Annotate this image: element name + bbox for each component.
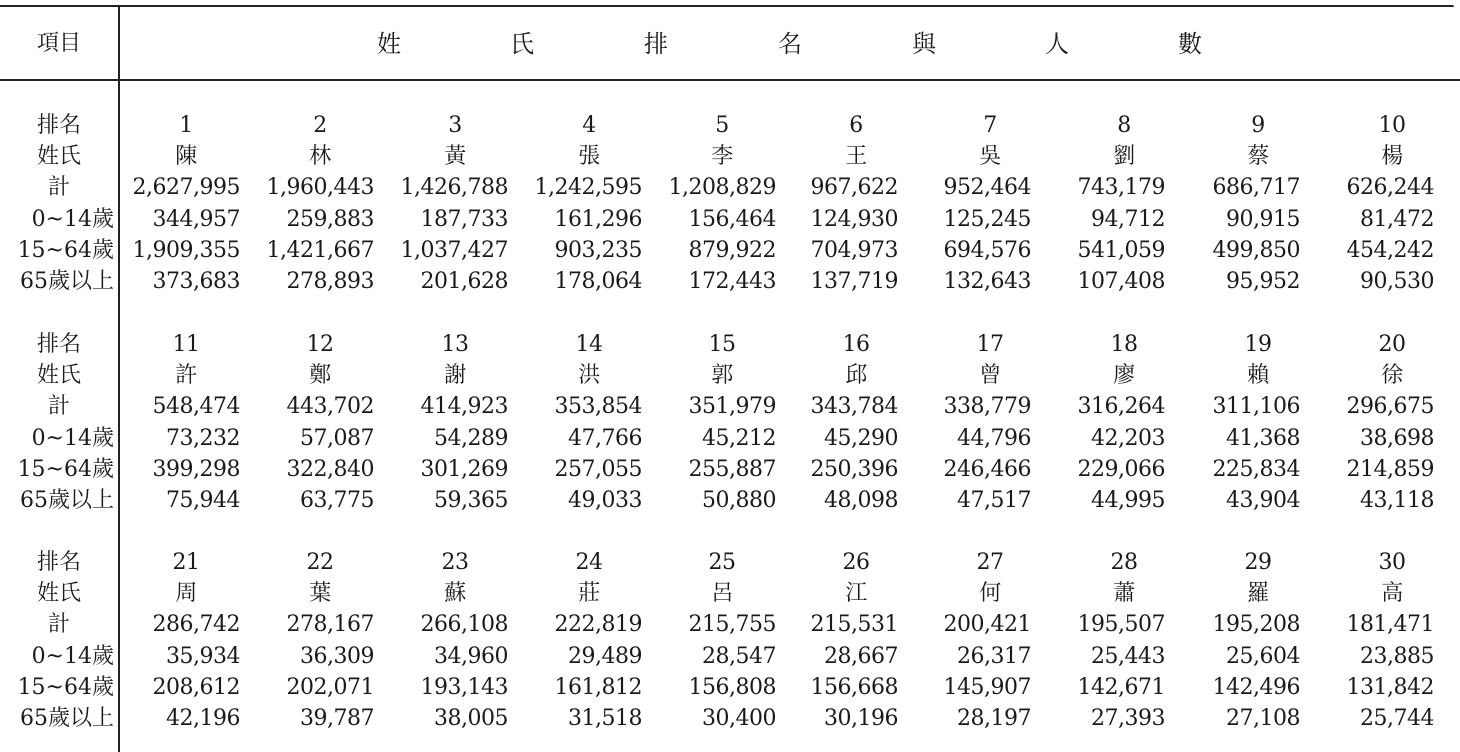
age-65-plus-cell: 30,400 (702, 706, 776, 731)
age-0-14-cell: 54,289 (434, 426, 508, 451)
age-0-14-cell: 94,712 (1091, 207, 1165, 232)
age-15-64-cell: 903,235 (554, 238, 642, 263)
rank-cell: 8 (1117, 113, 1131, 138)
age-0-14-cell: 29,489 (568, 644, 642, 669)
surname-cell: 王 (845, 144, 867, 169)
total-cell: 222,819 (554, 612, 642, 637)
age-15-64-cell: 1,909,355 (132, 238, 240, 263)
age-0-14-cell: 73,232 (166, 426, 240, 451)
label-column-divider (118, 6, 120, 752)
age-65-plus-cell: 278,893 (286, 269, 374, 294)
surname-cell: 蕭 (1113, 581, 1135, 606)
age-65-plus-cell: 27,108 (1226, 706, 1300, 731)
age-65-plus-cell: 48,098 (824, 488, 898, 513)
surname-cell: 廖 (1113, 363, 1135, 388)
surname-cell: 徐 (1381, 363, 1403, 388)
age-65-plus-cell: 107,408 (1077, 269, 1165, 294)
total-cell: 278,167 (286, 612, 374, 637)
age-65-plus-cell: 39,787 (300, 706, 374, 731)
total-cell: 686,717 (1212, 175, 1300, 200)
age-0-14-cell: 187,733 (420, 207, 508, 232)
age-0-14-cell: 161,296 (554, 207, 642, 232)
total-cell: 338,779 (943, 394, 1031, 419)
total-cell: 1,242,595 (534, 175, 642, 200)
rank-cell: 23 (441, 550, 469, 575)
age-15-64-cell: 879,922 (688, 238, 776, 263)
surname-cell: 葉 (309, 581, 331, 606)
surname-cell: 高 (1381, 581, 1403, 606)
age-0-14-cell: 35,934 (166, 644, 240, 669)
age-65-plus-cell: 50,880 (702, 488, 776, 513)
total-cell: 743,179 (1077, 175, 1165, 200)
age-15-64-cell: 704,973 (810, 238, 898, 263)
total-cell: 952,464 (943, 175, 1031, 200)
age-0-14-cell: 42,203 (1091, 426, 1165, 451)
rank-cell: 9 (1251, 113, 1265, 138)
age-15-64-cell: 250,396 (810, 457, 898, 482)
age-15-64-cell: 202,071 (286, 675, 374, 700)
age-0-14-cell: 23,885 (1360, 644, 1434, 669)
total-cell: 316,264 (1077, 394, 1165, 419)
total-cell: 215,531 (810, 612, 898, 637)
total-cell: 353,854 (554, 394, 642, 419)
age-0-14-cell: 125,245 (943, 207, 1031, 232)
age-15-64-cell: 131,842 (1346, 675, 1434, 700)
rank-cell: 13 (441, 332, 469, 357)
age-65-plus-cell: 42,196 (166, 706, 240, 731)
total-cell: 343,784 (810, 394, 898, 419)
age-0-14-cell: 34,960 (434, 644, 508, 669)
rank-cell: 22 (306, 550, 334, 575)
age-65-plus-cell: 25,744 (1360, 706, 1434, 731)
age-65-plus-cell: 28,197 (957, 706, 1031, 731)
rank-cell: 14 (575, 332, 603, 357)
age-65-plus-cell: 43,904 (1226, 488, 1300, 513)
rank-label: 排名 (36, 113, 81, 138)
rank-cell: 12 (306, 332, 334, 357)
age-15-64-cell: 142,496 (1212, 675, 1300, 700)
age-15-64-cell: 1,421,667 (266, 238, 374, 263)
total-cell: 200,421 (943, 612, 1031, 637)
rank-cell: 5 (715, 113, 729, 138)
age-15-64-cell: 156,808 (688, 675, 776, 700)
age-0-14-label: 0~14歲 (31, 426, 114, 451)
age-65-plus-cell: 27,393 (1091, 706, 1165, 731)
age-15-64-cell: 214,859 (1346, 457, 1434, 482)
surname-cell: 賴 (1247, 363, 1269, 388)
age-65-plus-cell: 30,196 (824, 706, 898, 731)
surname-label: 姓氏 (36, 144, 81, 169)
age-0-14-cell: 38,698 (1360, 426, 1434, 451)
rank-cell: 11 (172, 332, 200, 357)
age-65-plus-cell: 137,719 (810, 269, 898, 294)
surname-cell: 何 (979, 581, 1001, 606)
age-15-64-cell: 257,055 (554, 457, 642, 482)
total-cell: 2,627,995 (132, 175, 240, 200)
header-item-label: 項目 (36, 31, 81, 56)
age-15-64-cell: 541,059 (1077, 238, 1165, 263)
age-15-64-cell: 145,907 (943, 675, 1031, 700)
total-label: 計 (47, 612, 70, 637)
rank-cell: 19 (1244, 332, 1272, 357)
age-15-64-cell: 301,269 (420, 457, 508, 482)
rank-cell: 21 (172, 550, 200, 575)
surname-cell: 周 (175, 581, 197, 606)
surname-cell: 蘇 (444, 581, 466, 606)
age-15-64-cell: 156,668 (810, 675, 898, 700)
age-65-plus-cell: 95,952 (1226, 269, 1300, 294)
age-15-64-cell: 229,066 (1077, 457, 1165, 482)
total-cell: 1,960,443 (266, 175, 374, 200)
age-15-64-cell: 208,612 (152, 675, 240, 700)
age-65-plus-cell: 43,118 (1360, 488, 1434, 513)
age-0-14-cell: 81,472 (1360, 207, 1434, 232)
age-0-14-cell: 259,883 (286, 207, 374, 232)
age-65-plus-label: 65歲以上 (20, 269, 114, 294)
total-cell: 215,755 (688, 612, 776, 637)
rank-cell: 26 (842, 550, 870, 575)
age-0-14-cell: 28,547 (702, 644, 776, 669)
header-title-char: 名 (778, 30, 802, 58)
surname-cell: 曾 (979, 363, 1001, 388)
rank-cell: 7 (983, 113, 997, 138)
rank-cell: 17 (976, 332, 1004, 357)
total-cell: 443,702 (286, 394, 374, 419)
total-cell: 1,426,788 (400, 175, 508, 200)
rank-cell: 20 (1378, 332, 1406, 357)
age-15-64-cell: 694,576 (943, 238, 1031, 263)
header-title-char: 人 (1045, 30, 1069, 58)
total-cell: 296,675 (1346, 394, 1434, 419)
total-cell: 266,108 (420, 612, 508, 637)
total-label: 計 (47, 394, 70, 419)
age-65-plus-cell: 201,628 (420, 269, 508, 294)
rank-cell: 3 (448, 113, 462, 138)
rank-cell: 15 (708, 332, 736, 357)
rank-cell: 18 (1110, 332, 1138, 357)
age-15-64-cell: 142,671 (1077, 675, 1165, 700)
age-0-14-cell: 44,796 (957, 426, 1031, 451)
surname-cell: 洪 (578, 363, 600, 388)
age-15-64-cell: 225,834 (1212, 457, 1300, 482)
age-65-plus-cell: 63,775 (300, 488, 374, 513)
age-65-plus-cell: 47,517 (957, 488, 1031, 513)
total-cell: 414,923 (420, 394, 508, 419)
rank-label: 排名 (36, 550, 81, 575)
total-cell: 548,474 (152, 394, 240, 419)
age-0-14-cell: 90,915 (1226, 207, 1300, 232)
surname-cell: 林 (309, 144, 331, 169)
age-0-14-cell: 41,368 (1226, 426, 1300, 451)
age-15-64-label: 15~64歲 (17, 238, 114, 263)
header-title-char: 排 (644, 30, 668, 58)
age-0-14-label: 0~14歲 (31, 207, 114, 232)
age-65-plus-cell: 178,064 (554, 269, 642, 294)
age-15-64-cell: 322,840 (286, 457, 374, 482)
total-cell: 311,106 (1212, 394, 1300, 419)
age-65-plus-cell: 59,365 (434, 488, 508, 513)
age-15-64-cell: 1,037,427 (400, 238, 508, 263)
age-65-plus-cell: 44,995 (1091, 488, 1165, 513)
surname-cell: 許 (175, 363, 197, 388)
surname-label: 姓氏 (36, 363, 81, 388)
age-65-plus-cell: 49,033 (568, 488, 642, 513)
total-cell: 195,208 (1212, 612, 1300, 637)
header-title-char: 氏 (510, 30, 534, 58)
age-65-plus-cell: 172,443 (688, 269, 776, 294)
age-65-plus-label: 65歲以上 (20, 488, 114, 513)
age-15-64-cell: 499,850 (1212, 238, 1300, 263)
rank-cell: 2 (313, 113, 327, 138)
surname-cell: 李 (711, 144, 733, 169)
surname-cell: 江 (845, 581, 867, 606)
age-0-14-cell: 45,212 (702, 426, 776, 451)
age-0-14-cell: 45,290 (824, 426, 898, 451)
age-15-64-cell: 454,242 (1346, 238, 1434, 263)
rank-cell: 4 (582, 113, 596, 138)
total-cell: 351,979 (688, 394, 776, 419)
rank-label: 排名 (36, 332, 81, 357)
surname-cell: 吳 (979, 144, 1001, 169)
header-bottom-border (0, 79, 1460, 81)
total-cell: 1,208,829 (668, 175, 776, 200)
rank-cell: 1 (179, 113, 193, 138)
rank-cell: 30 (1378, 550, 1406, 575)
age-15-64-cell: 193,143 (420, 675, 508, 700)
age-65-plus-cell: 31,518 (568, 706, 642, 731)
age-65-plus-cell: 75,944 (166, 488, 240, 513)
age-15-64-cell: 246,466 (943, 457, 1031, 482)
total-cell: 286,742 (152, 612, 240, 637)
age-65-plus-cell: 90,530 (1360, 269, 1434, 294)
surname-label: 姓氏 (36, 581, 81, 606)
age-0-14-cell: 124,930 (810, 207, 898, 232)
rank-cell: 27 (976, 550, 1004, 575)
rank-cell: 28 (1110, 550, 1138, 575)
surname-cell: 呂 (711, 581, 733, 606)
age-65-plus-cell: 38,005 (434, 706, 508, 731)
header-title-char: 數 (1178, 30, 1202, 58)
rank-cell: 25 (708, 550, 736, 575)
age-15-64-cell: 399,298 (152, 457, 240, 482)
rank-cell: 29 (1244, 550, 1272, 575)
header-title-char: 姓 (377, 30, 401, 58)
age-15-64-label: 15~64歲 (17, 457, 114, 482)
rank-cell: 10 (1378, 113, 1406, 138)
surname-cell: 楊 (1381, 144, 1403, 169)
surname-cell: 鄭 (309, 363, 331, 388)
age-0-14-cell: 36,309 (300, 644, 374, 669)
surname-cell: 謝 (444, 363, 466, 388)
age-65-plus-cell: 373,683 (152, 269, 240, 294)
surname-cell: 張 (578, 144, 600, 169)
total-cell: 626,244 (1346, 175, 1434, 200)
surname-cell: 羅 (1247, 581, 1269, 606)
age-0-14-cell: 47,766 (568, 426, 642, 451)
age-65-plus-cell: 132,643 (943, 269, 1031, 294)
age-65-plus-label: 65歲以上 (20, 706, 114, 731)
surname-cell: 蔡 (1247, 144, 1269, 169)
surname-cell: 郭 (711, 363, 733, 388)
age-0-14-label: 0~14歲 (31, 644, 114, 669)
total-cell: 181,471 (1346, 612, 1434, 637)
age-0-14-cell: 25,443 (1091, 644, 1165, 669)
total-cell: 967,622 (810, 175, 898, 200)
surname-cell: 陳 (175, 144, 197, 169)
age-0-14-cell: 26,317 (957, 644, 1031, 669)
age-0-14-cell: 25,604 (1226, 644, 1300, 669)
age-15-64-label: 15~64歲 (17, 675, 114, 700)
rank-cell: 6 (849, 113, 863, 138)
age-0-14-cell: 28,667 (824, 644, 898, 669)
surname-cell: 黃 (444, 144, 466, 169)
header-title-char: 與 (912, 30, 936, 58)
age-0-14-cell: 344,957 (152, 207, 240, 232)
table-top-border (0, 5, 1454, 7)
rank-cell: 16 (842, 332, 870, 357)
total-label: 計 (47, 175, 70, 200)
age-0-14-cell: 156,464 (688, 207, 776, 232)
surname-cell: 邱 (845, 363, 867, 388)
surname-cell: 劉 (1113, 144, 1135, 169)
age-15-64-cell: 161,812 (554, 675, 642, 700)
age-0-14-cell: 57,087 (300, 426, 374, 451)
rank-cell: 24 (575, 550, 603, 575)
total-cell: 195,507 (1077, 612, 1165, 637)
surname-cell: 莊 (578, 581, 600, 606)
age-15-64-cell: 255,887 (688, 457, 776, 482)
